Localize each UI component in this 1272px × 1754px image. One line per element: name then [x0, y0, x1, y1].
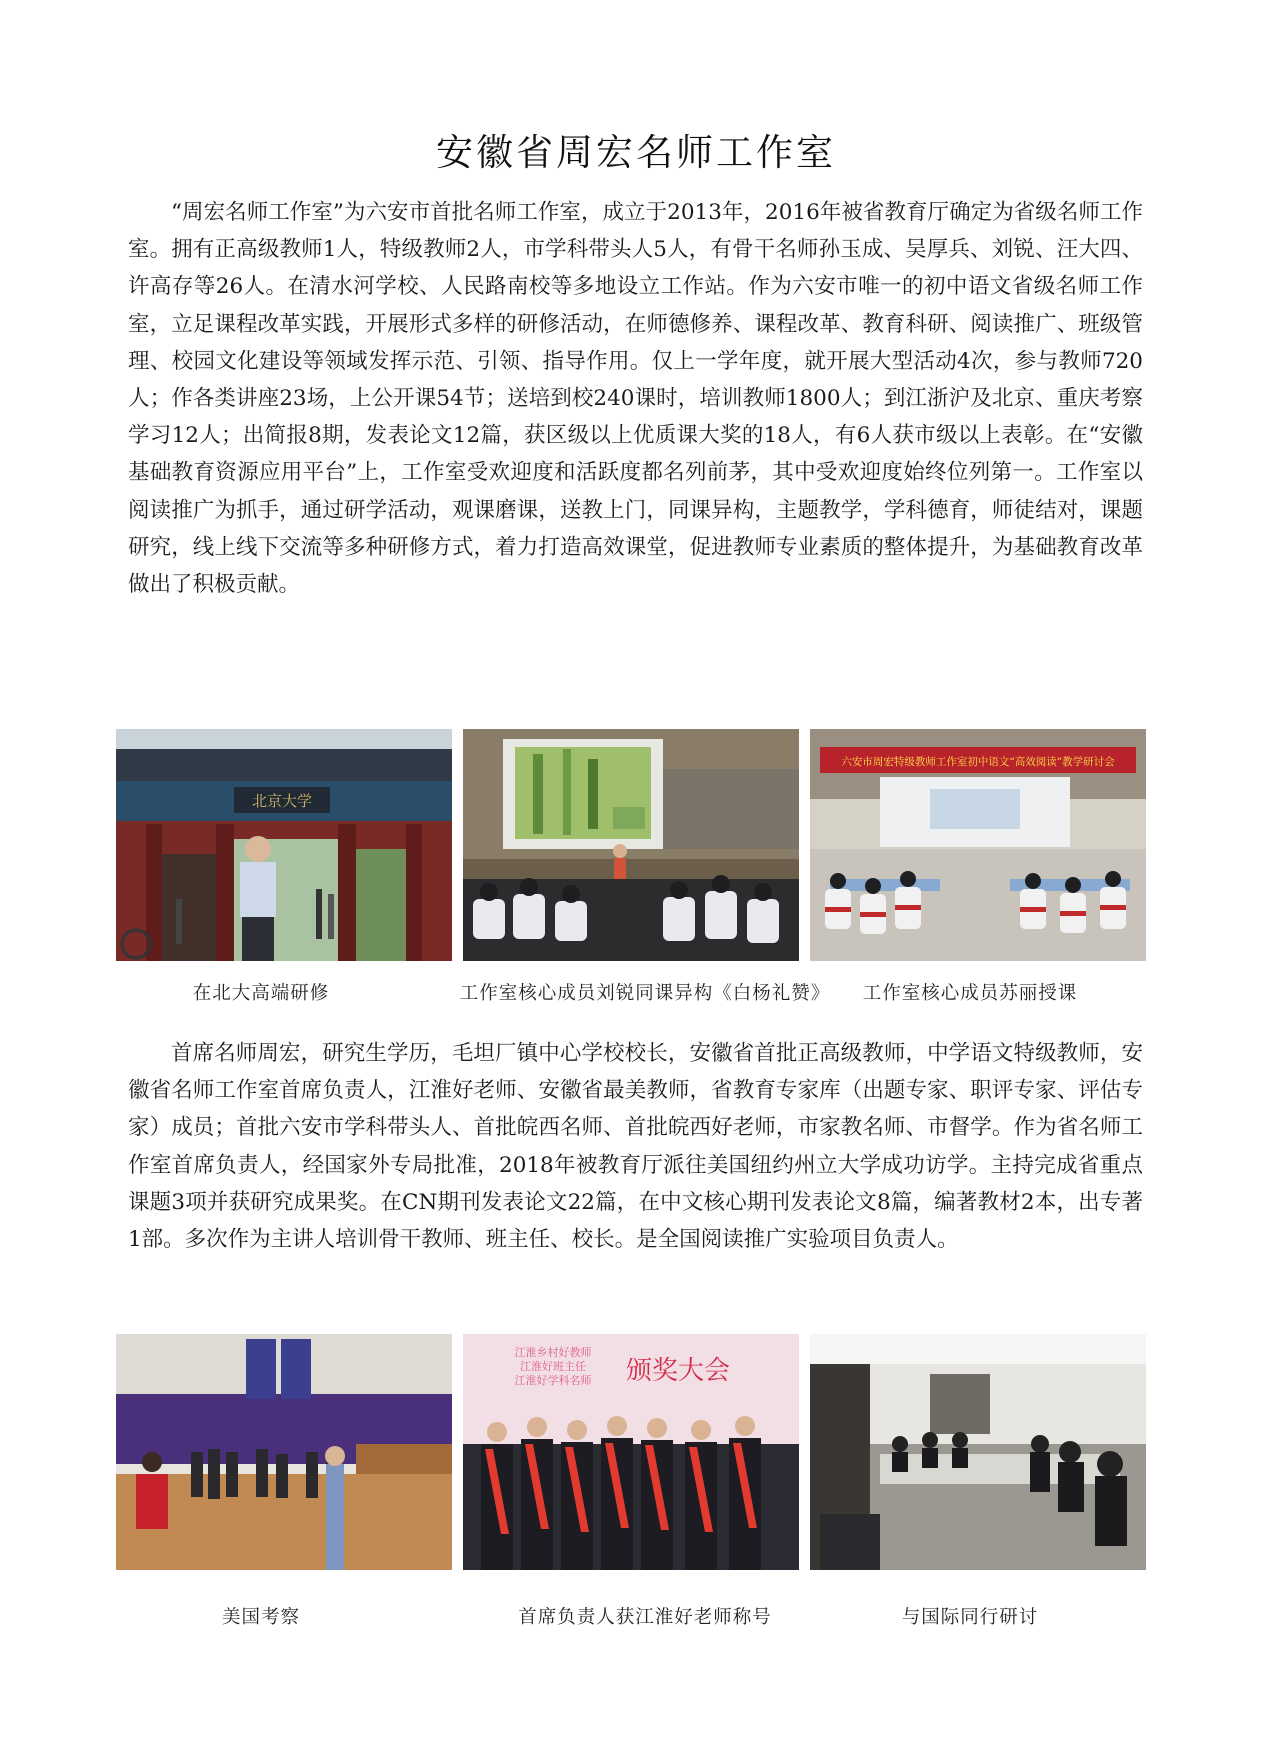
- caption-peking-university: 在北大高端研修: [192, 983, 330, 1004]
- caption-award: 首席负责人获江淮好老师称号: [518, 1607, 772, 1628]
- us-visit-gym-photo: [116, 1334, 452, 1570]
- profile-paragraph: 首席名师周宏，研究生学历，毛坦厂镇中心学校校长，安徽省首批正高级教师，中学语文特级教师，安徽省名师工作室首席负责人，江淮好老师、安徽省最美教师，省教育专家库（出题专家、职评专家、评估专家）成员；首批六安市学科带头人、首批皖西名师、首批皖西好老师，市家教名师、市督学。作为省名师工作室首席负责人，经国家外专局批准，2018年被教育厅派往美国纽约州立大学成功访学。主持完成省重点课题3项并获研究成果奖。在CN期刊发表论文22篇，在中文核心期刊发表论文8篇，编著教材2本，出专著1部。多次作为主讲人培训骨干教师、班主任、校长。是全国阅读推广实验项目负责人。: [128, 1041, 1143, 1253]
- page-title: 安徽省周宏名师工作室: [436, 131, 836, 174]
- caption-us-visit: 美国考察: [221, 1607, 300, 1628]
- caption-su-li-lesson: 工作室核心成员苏丽授课: [862, 983, 1078, 1004]
- peking-university-gate-photo: [116, 729, 452, 961]
- seminar-banner: 六安市周宏特级教师工作室初中语文“高效阅读”教学研讨会: [841, 756, 1115, 768]
- award-ceremony-photo: [463, 1334, 799, 1570]
- intro-paragraph: “周宏名师工作室”为六安市首批名师工作室，成立于2013年，2016年被省教育厅确定为省级名师工作室。拥有正高级教师1人，特级教师2人，市学科带头人5人，有骨干名师孙玉成、吴厚兵、刘锐、汪大四、许高存等26人。在清水河学校、人民路南校等多地设立工作站。作为六安市唯一的初中语文省级名师工作室，立足课程改革实践，开展形式多样的研修活动，在师德修养、课程改革、教育科研、阅读推广、班级管理、校园文化建设等领域发挥示范、引领、指导作用。仅上一学年度，就开展大型活动4次，参与教师720人；作各类讲座23场，上公开课54节；送培到校240课时，培训教师1800人；到江浙沪及北京、重庆考察学习12人；出简报8期，发表论文12篇，获区级以上优质课大奖的18人，有6人获市级以上表彰。在“安徽基础教育资源应用平台”上，工作室受欢迎度和活跃度都名列前茅，其中受欢迎度始终位列第一。工作室以阅读推广为抓手，通过研学活动，观课磨课，送教上门，同课异构，主题教学，学科德育，师徒结对，课题研究，线上线下交流等多种研修方式，着力打造高效课堂，促进教师专业素质的整体提升，为基础教育改革做出了积极贡献。: [128, 200, 1143, 598]
- international-meeting-photo: [810, 1334, 1146, 1570]
- award-banner-line-2: 江淮好班主任: [520, 1360, 586, 1373]
- svg-text:北京大学: 北京大学: [251, 792, 313, 810]
- caption-international-meeting: 与国际同行研讨: [901, 1607, 1039, 1628]
- caption-liu-rui-lesson: 工作室核心成员刘锐同课异构《白杨礼赞》: [459, 983, 831, 1004]
- award-banner-line-3: 江淮好学科名师: [514, 1374, 592, 1387]
- award-banner-line-1: 江淮乡村好教师: [514, 1346, 592, 1359]
- classroom-lecture-photo: [463, 729, 799, 961]
- award-banner-title: 颁奖大会: [625, 1356, 731, 1386]
- teaching-seminar-photo: [810, 729, 1146, 961]
